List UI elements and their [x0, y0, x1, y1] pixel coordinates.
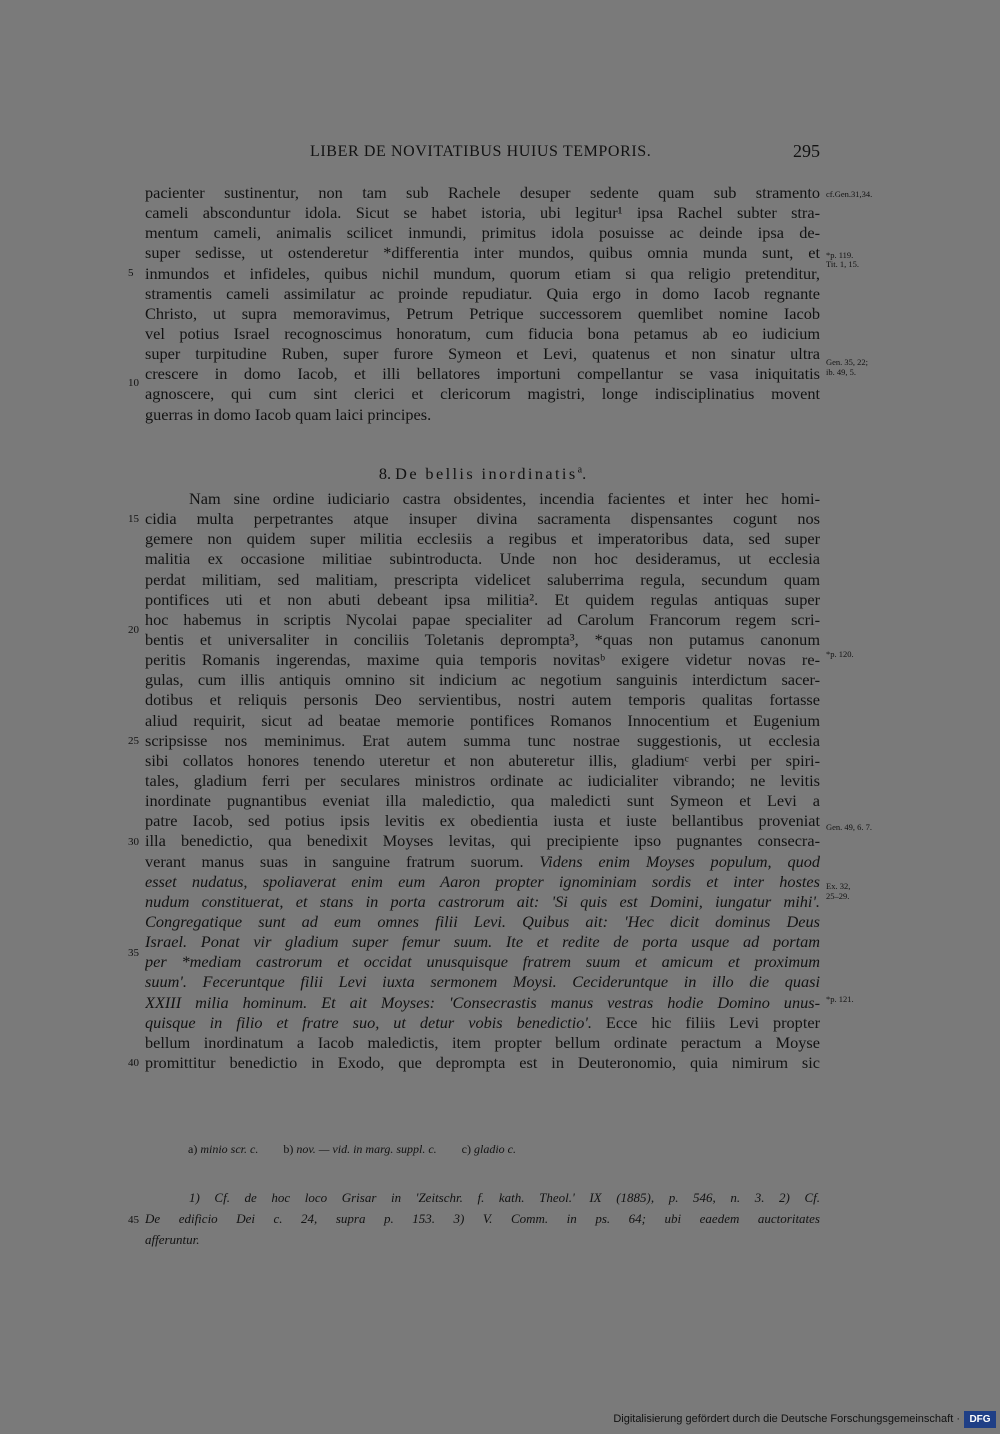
- text-line: vel potius Israel recognoscimus honoratum, cum fiducia bona petamus ab eo iudicium: [145, 323, 820, 343]
- margin-note: Gen. 49, 6. 7.: [826, 822, 873, 832]
- margin-note: Gen. 35, 22;: [826, 357, 869, 367]
- text-line: bellum inordinatum a Iacob maledictis, item propter bellum ordinate peractum a Moyse: [145, 1032, 820, 1052]
- text-line: aliud requirit, sicut ad beatae memorie pontifices Romanos Innocentium et Eugenium: [145, 710, 820, 730]
- text-line: Christo, ut supra memoravimus, Petrum Petrique successorem quemlibet nomine Iacob: [145, 303, 820, 323]
- margin-note: ib. 49, 5.: [826, 367, 856, 377]
- main-paragraph: [145, 183, 820, 425]
- quote-line: Congregatique sunt ad eum omnes filii Levi. Quibus ait: 'Hec dicit dominus Deus: [145, 911, 820, 931]
- running-head: [145, 143, 820, 165]
- text-line: promittitur benedictio in Exodo, que deprompta est in Deuteronomio, quia nimirum sic: [145, 1052, 820, 1072]
- quote-line: suum'. Feceruntque filii Levi iuxta sermonem Moysi. Cecideruntque in illo die quasi: [145, 972, 820, 992]
- text-line: gulas, cum illis antiquis omnino sit indicium ac negotium sanguinis interdictum sacer-: [145, 670, 820, 690]
- line-number: 45: [128, 1214, 139, 1226]
- footnote-line: afferuntur.: [145, 1232, 200, 1247]
- text-line: stramentis cameli assimilatur ac proinde repudiatur. Quia ergo in domo Iacob regnante: [145, 283, 820, 303]
- section-number: 8.: [378, 464, 392, 483]
- text-line: scripsisse nos meminimus. Erat autem summa tunc nostrae suggestionis, ut ecclesia: [145, 730, 820, 750]
- quote-line: esset nudatus, spoliaverat enim eum Aaron propter ignominiam sordis et inter hostes: [145, 871, 820, 891]
- text-line: inordinate pugnantibus eveniat illa maledictio, qua maledicti sunt Symeon et Levi a: [145, 791, 820, 811]
- text-line: cidia multa perpetrantes atque insuper divina sacramenta dispensantes cogunt nos: [145, 509, 820, 529]
- margin-note: cf.Gen.31,34.: [826, 189, 873, 199]
- text-line: crescere in domo Iacob, et illi bellatores importuni compellantur se vasa iniquitatis: [145, 364, 820, 384]
- text-line-mixed: [145, 852, 820, 872]
- text-line: agnoscere, qui cum sint clerici et clericorum magistri, longe indisciplinatius movent: [145, 384, 820, 404]
- text-line: peritis Romanis ingerendas, maxime quia temporis novitasᵇ exigere videtur novas re-: [145, 650, 820, 670]
- italic-quote: Videns enim Moyses populum, quod: [539, 851, 820, 871]
- quote-line: per *mediam castrorum et occidat unusquisque fratrem suum et amicum et proximum: [145, 952, 820, 972]
- text-line: sibi collatos honores tenendo uteretur et non abuteretur illis, gladiumᶜ verbi per spiri-: [145, 750, 820, 770]
- dfg-logo-icon: DFG: [964, 1411, 996, 1428]
- footnotes: [145, 1187, 820, 1250]
- roman-text: verant manus suas in sanguine fratrum suorum.: [145, 851, 524, 871]
- running-title: LIBER DE NOVITATIBUS HUIUS TEMPORIS.: [310, 143, 652, 160]
- quote-line: Israel. Ponat vir gladium super femur suum. Ite et redite de porta usque ad portam: [145, 932, 820, 952]
- italic-quote: quisque in filio et fratre suo, ut detur vobis benedictio'.: [145, 1012, 592, 1032]
- sponsor-text: Digitalisierung gefördert durch die Deutsche Forschungsgemeinschaft ·: [613, 1413, 960, 1425]
- variant-note: a) minio scr. c.: [188, 1142, 259, 1156]
- quote-line: XXIII milia hominum. Et ait Moyses: 'Consecrastis manus vestras hodie Domino unus-: [145, 992, 820, 1012]
- text-line: patre Iacob, sed potius ipsis levitis ex obedientia iusta et iuste bellantibus proveniat: [145, 811, 820, 831]
- text-line: dotibus et reliquis personis Deo servientibus, nostri autem temporis qualitas fortasse: [145, 690, 820, 710]
- text-line: bentis et universaliter in conciliis Toletanis deprompta³, *quas non putamus canonum: [145, 629, 820, 649]
- line-number: 25: [128, 735, 139, 747]
- footnote-line: De edificio Dei c. 24, supra p. 153. 3) V. Comm. in ps. 64; ubi eaedem auctoritates: [145, 1211, 820, 1226]
- line-number: 35: [128, 947, 139, 959]
- text-line: mentum cameli, animalis scilicet inmundi, primitus idola posuisse ac deinde ipsa de-: [145, 223, 820, 243]
- section-body: [145, 489, 820, 1073]
- text-line: gemere non quidem super militia ecclesiis a regibus et imperatoribus data, sed super: [145, 529, 820, 549]
- line-number: 30: [128, 836, 139, 848]
- sponsor-bar: [0, 1406, 1000, 1434]
- text-line: pontifices uti et non abuti debeant ipsa militia². Et quidem regulas antiquas super: [145, 589, 820, 609]
- roman-text: Ecce hic filiis Levi propter: [605, 1012, 820, 1032]
- text-line: cameli absconduntur idola. Sicut se habet istoria, ubi legitur¹ ipsa Rachel subter stra-: [145, 203, 820, 223]
- margin-note: Ex. 32,: [826, 881, 851, 891]
- margin-note: *p. 120.: [826, 649, 854, 659]
- margin-note: 25–29.: [826, 891, 850, 901]
- text-line: inmundos et infideles, quibus nichil mundum, quorum etiam si qua religio pretenditur,: [145, 263, 820, 283]
- variant-notes: [188, 1142, 538, 1157]
- text-line: guerras in domo Iacob quam laici principes.: [145, 404, 432, 424]
- text-line: super sedisse, ut ostenderetur *differentia inter mundos, quibus omnia munda sunt, et: [145, 243, 820, 263]
- text-line: perdat militiam, sed malitiam, prescripta videlicet saluberrima regula, secundum quam: [145, 569, 820, 589]
- text-line: super turpitudine Ruben, super furore Symeon et Levi, quatenus et non sinatur ultra: [145, 344, 820, 364]
- line-number: 20: [128, 624, 139, 636]
- variant-note: c) gladio c.: [461, 1142, 516, 1156]
- variant-note: b) nov. — vid. in marg. suppl. c.: [283, 1142, 437, 1156]
- section-note-mark: a: [577, 464, 583, 476]
- text-line: pacienter sustinentur, non tam sub Rachele desuper sedente quam sub stramento: [145, 183, 820, 202]
- line-number: 15: [128, 513, 139, 525]
- section-title: De bellis inordinatis: [395, 464, 578, 483]
- line-number: 5: [128, 267, 134, 279]
- text-line: malitia ex occasione militiae subintroducta. Unde non hoc desideramus, ut ecclesia: [145, 549, 820, 569]
- text-line: tales, gladium ferri per seculares ministros ordinate ac iudicialiter vibrando; ne levitis: [145, 770, 820, 790]
- line-number: 40: [128, 1057, 139, 1069]
- text-line: hoc habemus in scriptis Nycolai papae specialiter ad Carolum Francorum regem scri-: [145, 609, 820, 629]
- margin-note: *p. 121.: [826, 994, 854, 1004]
- page-number: 295: [793, 141, 820, 161]
- text-line: Nam sine ordine iudiciario castra obsidentes, incendia facientes et inter hec homi-: [189, 489, 820, 508]
- text-line: illa benedictio, qua benedixit Moyses levitas, qui precipiente ipso pugnantes consecra-: [145, 831, 820, 851]
- footnote-line: 1) Cf. de hoc loco Grisar in 'Zeitschr. f. kath. Theol.' IX (1885), p. 546, n. 3. 2) Cf.: [189, 1190, 820, 1205]
- line-number: 10: [128, 377, 139, 389]
- text-line-mixed: [145, 1013, 820, 1033]
- section-heading: 8. De bellis inordinatis$^a$.: [378, 464, 587, 483]
- quote-line: nudum constituerat, et stans in porta castrorum ait: 'Si quis est Domini, iungatur mihi'.: [145, 891, 820, 911]
- margin-note: Tit. 1, 15.: [826, 259, 859, 269]
- margin-note: *p. 119.: [826, 250, 854, 260]
